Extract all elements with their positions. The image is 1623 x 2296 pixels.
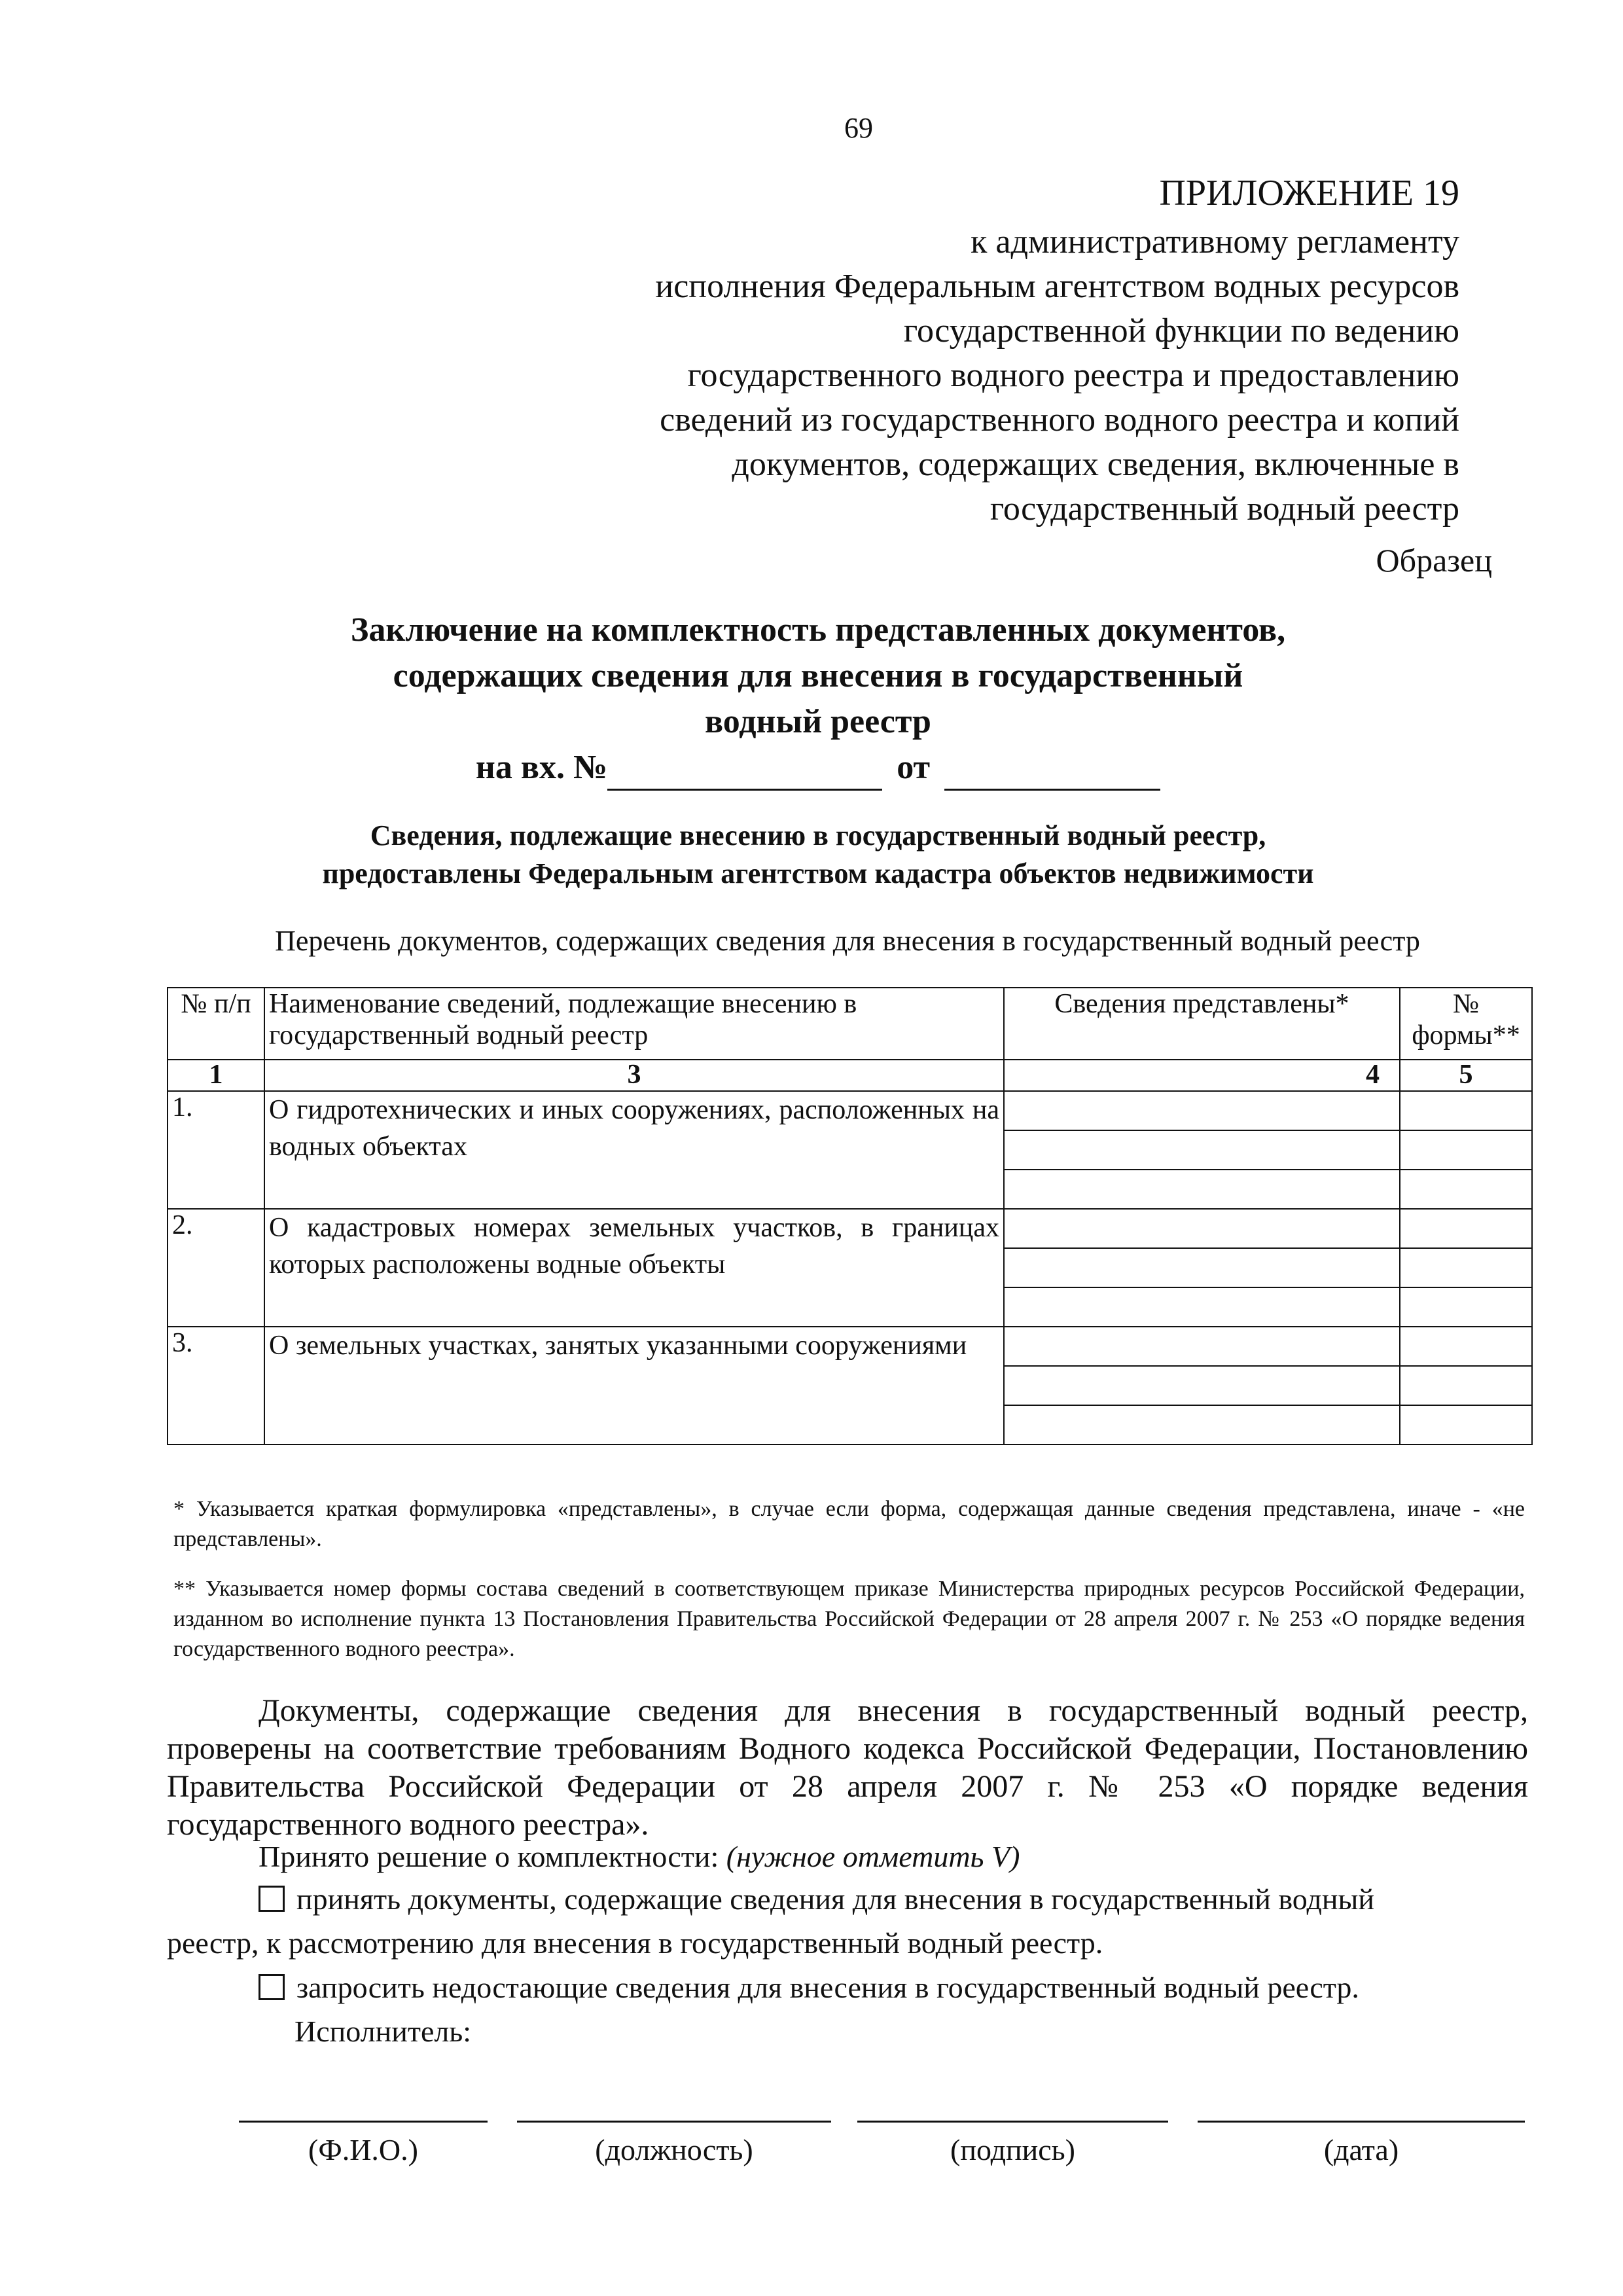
appendix-title: ПРИЛОЖЕНИЕ 19	[1159, 173, 1459, 213]
table-row	[168, 1091, 1532, 1130]
label-position: (должность)	[595, 2133, 753, 2166]
accept-checkbox[interactable]	[259, 1886, 285, 1912]
table-row	[168, 1209, 1532, 1248]
provided-cell[interactable]	[1004, 1405, 1400, 1444]
row-number: 1.	[168, 1091, 264, 1209]
appendix-line: государственного водного реестра и предоставлению	[687, 357, 1459, 394]
appendix-line: сведений из государственного водного реестра и копий	[660, 401, 1459, 439]
column-number: 3	[264, 1060, 1004, 1091]
sample-label: Образец	[1376, 542, 1492, 579]
option-accept-continued: реестр, к рассмотрению для внесения в государственный водный реестр.	[167, 1926, 1103, 1960]
incoming-number-label: на вх. №	[475, 749, 608, 786]
decision-line	[259, 1838, 1020, 1876]
appendix-line: государственной функции по ведению	[903, 312, 1459, 350]
row-name: О земельных участках, занятых указанными сооружениями	[264, 1327, 1004, 1444]
title-line: Заключение на комплектность представленных документов,	[350, 611, 1286, 649]
column-number: 4	[1004, 1060, 1400, 1091]
provided-cell[interactable]	[1004, 1327, 1400, 1366]
option-accept	[259, 1880, 1374, 1918]
subtitle-line: Сведения, подлежащие внесению в государственный водный реестр,	[370, 819, 1266, 852]
subtitle-line: предоставлены Федеральным агентством кадастра объектов недвижимости	[322, 857, 1314, 889]
label-signature: (подпись)	[950, 2133, 1075, 2166]
incoming-number-field[interactable]	[607, 755, 882, 791]
appendix-line: к административному регламенту	[971, 223, 1459, 260]
page-number: 69	[844, 112, 873, 144]
option-accept-text: принять документы, содержащие сведения для внесения в государственный водный	[296, 1882, 1374, 1916]
appendix-line: документов, содержащих сведения, включенные в	[732, 446, 1459, 483]
column-number-row	[168, 1060, 1532, 1091]
form-number-cell[interactable]	[1400, 1209, 1532, 1248]
provided-cell[interactable]	[1004, 1366, 1400, 1405]
incoming-date-field[interactable]	[944, 755, 1160, 791]
appendix-header	[412, 169, 1459, 531]
decision-label: Принято решение о комплектности:	[259, 1840, 726, 1873]
incoming-line	[196, 745, 1440, 791]
list-title: Перечень документов, содержащих сведения для внесения в государственный водный реестр	[275, 925, 1420, 957]
request-checkbox[interactable]	[259, 1974, 285, 2000]
form-number-cell[interactable]	[1400, 1327, 1532, 1366]
header-number: № п/п	[168, 988, 264, 1060]
option-request	[259, 1969, 1359, 2007]
row-number: 3.	[168, 1327, 264, 1444]
provided-cell[interactable]	[1004, 1170, 1400, 1209]
subtitle	[164, 817, 1472, 893]
incoming-from-label: от	[897, 749, 931, 786]
label-date: (дата)	[1323, 2133, 1399, 2166]
header-provided: Сведения представлены*	[1004, 988, 1400, 1060]
form-number-cell[interactable]	[1400, 1405, 1532, 1444]
title-line: водный реестр	[705, 703, 931, 740]
row-number: 2.	[168, 1209, 264, 1327]
row-name: О кадастровых номерах земельных участков, в границах которых расположены водные объекты	[264, 1209, 1004, 1327]
provided-cell[interactable]	[1004, 1209, 1400, 1248]
documents-table	[167, 987, 1533, 1445]
footnote-1: * Указывается краткая формулировка «представлены», в случае если форма, содержащая данные сведения представлена, иначе - «не представлены».	[173, 1497, 1525, 1551]
option-request-text: запросить недостающие сведения для внесения в государственный водный реестр.	[296, 1971, 1359, 2004]
form-number-cell[interactable]	[1400, 1091, 1532, 1130]
header-name: Наименование сведений, подлежащие внесению в государственный водный реестр	[264, 988, 1004, 1060]
signature-line-position[interactable]	[517, 2121, 831, 2123]
document-title	[196, 607, 1440, 791]
form-number-cell[interactable]	[1400, 1366, 1532, 1405]
main-paragraph: Документы, содержащие сведения для внесения в государственный водный реестр, проверены на соответствие требованиям Водного кодекса Российской Федерации, Постановлению Правительства Российской Федерации от 28 апреля 2007 г. № 253 «О порядке ведения государственного водного реестра».	[167, 1693, 1528, 1842]
header-form-number: № формы**	[1400, 988, 1532, 1060]
provided-cell[interactable]	[1004, 1248, 1400, 1287]
provided-cell[interactable]	[1004, 1130, 1400, 1170]
form-number-cell[interactable]	[1400, 1170, 1532, 1209]
appendix-line: государственный водный реестр	[990, 490, 1459, 528]
decision-hint: (нужное отметить V)	[726, 1840, 1020, 1873]
signature-line-signature[interactable]	[857, 2121, 1168, 2123]
form-number-cell[interactable]	[1400, 1130, 1532, 1170]
row-name: О гидротехнических и иных сооружениях, расположенных на водных объектах	[264, 1091, 1004, 1209]
executor-label: Исполнитель:	[294, 2015, 472, 2048]
form-number-cell[interactable]	[1400, 1287, 1532, 1327]
label-full-name: (Ф.И.О.)	[308, 2133, 418, 2166]
provided-cell[interactable]	[1004, 1287, 1400, 1327]
signature-line-name[interactable]	[239, 2121, 488, 2123]
table-row	[168, 1327, 1532, 1366]
table-header-row	[168, 988, 1532, 1060]
provided-cell[interactable]	[1004, 1091, 1400, 1130]
form-number-cell[interactable]	[1400, 1248, 1532, 1287]
title-line: содержащих сведения для внесения в государственный	[393, 657, 1243, 694]
column-number: 1	[168, 1060, 264, 1091]
signature-line-date[interactable]	[1198, 2121, 1525, 2123]
appendix-line: исполнения Федеральным агентством водных ресурсов	[655, 268, 1459, 305]
footnote-2: ** Указывается номер формы состава сведений в соответствующем приказе Министерства природных ресурсов Российской Федерации, изданном во исполнение пункта 13 Постановления Правительства Российской Федерации от 28 апреля 2007 г. № 253 «О порядке ведения государственного водного реестра».	[173, 1577, 1525, 1661]
column-number: 5	[1400, 1060, 1532, 1091]
